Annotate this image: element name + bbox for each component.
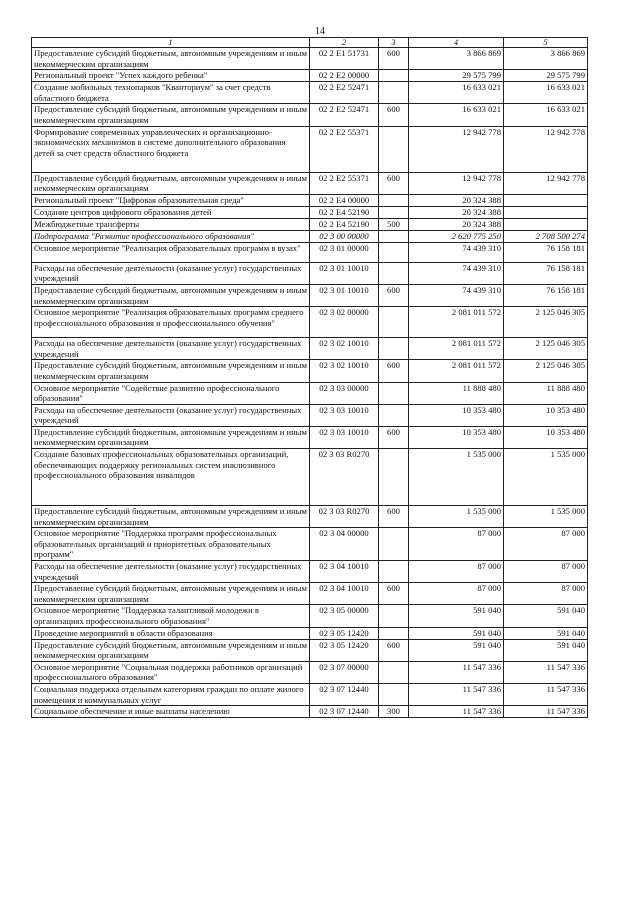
table-row xyxy=(32,506,588,528)
row-amount-year2-cell: 76 158 181 xyxy=(504,262,588,284)
row-name-cell: Основное мероприятие "Поддержка талантливой молодежи в организациях профессионального образования" xyxy=(32,605,310,627)
row-expense-type-cell: 600 xyxy=(379,172,409,194)
row-expense-type-cell: 600 xyxy=(379,639,409,661)
row-code-cell: 02 3 01 10010 xyxy=(310,262,379,284)
table-row xyxy=(32,639,588,661)
row-amount-year1-cell: 1 535 000 xyxy=(409,506,504,528)
table-row xyxy=(32,126,588,172)
row-amount-year1-cell: 591 040 xyxy=(409,627,504,639)
row-code-cell: 02 3 05 00000 xyxy=(310,605,379,627)
row-code-cell: 02 2 E2 52471 xyxy=(310,104,379,126)
row-amount-year2-cell: 11 547 336 xyxy=(504,661,588,683)
row-name-cell: Предоставление субсидий бюджетным, автономным учреждениям и иным некоммерческим организациям xyxy=(32,639,310,661)
row-name-cell: Предоставление субсидий бюджетным, автономным учреждениям и иным некоммерческим организациям xyxy=(32,172,310,194)
table-row xyxy=(32,218,588,230)
row-amount-year2-cell xyxy=(504,194,588,206)
row-expense-type-cell xyxy=(379,449,409,506)
row-name-cell: Региональный проект "Цифровая образовательная среда" xyxy=(32,194,310,206)
row-code-cell: 02 3 03 00000 xyxy=(310,382,379,404)
row-expense-type-cell xyxy=(379,307,409,338)
table-row xyxy=(32,307,588,338)
row-amount-year1-cell: 20 324 388 xyxy=(409,194,504,206)
row-name-cell: Проведение мероприятий в области образования xyxy=(32,627,310,639)
row-amount-year1-cell: 591 040 xyxy=(409,605,504,627)
table-row xyxy=(32,360,588,382)
row-expense-type-cell: 600 xyxy=(379,506,409,528)
table-row xyxy=(32,528,588,561)
row-amount-year2-cell: 76 158 181 xyxy=(504,284,588,306)
row-code-cell: 02 3 05 12420 xyxy=(310,639,379,661)
column-header: 5 xyxy=(504,38,588,48)
row-expense-type-cell xyxy=(379,70,409,82)
page-number: 14 xyxy=(315,26,325,37)
row-amount-year2-cell: 16 633 021 xyxy=(504,104,588,126)
row-expense-type-cell xyxy=(379,194,409,206)
row-code-cell: 02 3 07 12440 xyxy=(310,706,379,718)
table-row xyxy=(32,172,588,194)
row-name-cell: Региональный проект "Успех каждого ребенка" xyxy=(32,70,310,82)
table-row xyxy=(32,262,588,284)
row-name-cell: Социальное обеспечение и иные выплаты населению xyxy=(32,706,310,718)
row-amount-year1-cell: 11 888 480 xyxy=(409,382,504,404)
row-amount-year1-cell: 1 535 000 xyxy=(409,449,504,506)
row-amount-year2-cell: 10 353 480 xyxy=(504,426,588,448)
row-amount-year2-cell: 87 000 xyxy=(504,561,588,583)
row-name-cell: Предоставление субсидий бюджетным, автономным учреждениям и иным некоммерческим организациям xyxy=(32,104,310,126)
row-expense-type-cell xyxy=(379,528,409,561)
row-amount-year2-cell xyxy=(504,218,588,230)
row-amount-year2-cell: 591 040 xyxy=(504,627,588,639)
row-expense-type-cell xyxy=(379,627,409,639)
row-code-cell: 02 3 01 00000 xyxy=(310,242,379,262)
row-code-cell: 02 3 02 00000 xyxy=(310,307,379,338)
row-name-cell: Предоставление субсидий бюджетным, автономным учреждениям и иным некоммерческим организациям xyxy=(32,360,310,382)
row-amount-year1-cell: 10 353 480 xyxy=(409,426,504,448)
row-name-cell: Формирование современных управленческих и организационно-экономических механизмов в системе дополнительного образования детей за счет средств областного бюджета xyxy=(32,126,310,172)
row-name-cell: Предоставление субсидий бюджетным, автономным учреждениям и иным некоммерческим организациям xyxy=(32,426,310,448)
row-expense-type-cell xyxy=(379,262,409,284)
row-expense-type-cell xyxy=(379,605,409,627)
column-header: 3 xyxy=(379,38,409,48)
row-code-cell: 02 3 01 10010 xyxy=(310,284,379,306)
row-code-cell: 02 2 E4 52190 xyxy=(310,218,379,230)
row-amount-year1-cell: 87 000 xyxy=(409,561,504,583)
table-row xyxy=(32,104,588,126)
row-amount-year1-cell: 87 000 xyxy=(409,583,504,605)
row-amount-year1-cell: 74 439 310 xyxy=(409,242,504,262)
row-amount-year2-cell: 2 125 046 305 xyxy=(504,307,588,338)
row-amount-year1-cell: 2 081 011 572 xyxy=(409,338,504,360)
row-code-cell: 02 3 07 00000 xyxy=(310,661,379,683)
row-amount-year1-cell: 10 353 480 xyxy=(409,404,504,426)
row-name-cell: Расходы на обеспечение деятельности (оказание услуг) государственных учреждений xyxy=(32,262,310,284)
row-name-cell: Предоставление субсидий бюджетным, автономным учреждениям и иным некоммерческим организациям xyxy=(32,583,310,605)
column-number-row xyxy=(32,38,588,48)
row-name-cell: Расходы на обеспечение деятельности (оказание услуг) государственных учреждений xyxy=(32,404,310,426)
table-row xyxy=(32,583,588,605)
column-header: 2 xyxy=(310,38,379,48)
table-row xyxy=(32,338,588,360)
table-row xyxy=(32,230,588,242)
row-amount-year2-cell: 12 942 778 xyxy=(504,172,588,194)
row-name-cell: Расходы на обеспечение деятельности (оказание услуг) государственных учреждений xyxy=(32,561,310,583)
table-row xyxy=(32,382,588,404)
row-amount-year2-cell: 12 942 778 xyxy=(504,126,588,172)
table-row xyxy=(32,706,588,718)
row-amount-year2-cell: 1 535 000 xyxy=(504,449,588,506)
row-code-cell: 02 3 00 00000 xyxy=(310,230,379,242)
table-row xyxy=(32,48,588,70)
table-row xyxy=(32,70,588,82)
table-row xyxy=(32,284,588,306)
row-amount-year2-cell xyxy=(504,206,588,218)
table-body xyxy=(32,48,588,718)
row-expense-type-cell: 600 xyxy=(379,360,409,382)
table-row xyxy=(32,194,588,206)
row-expense-type-cell: 600 xyxy=(379,426,409,448)
row-amount-year1-cell: 74 439 310 xyxy=(409,262,504,284)
row-expense-type-cell xyxy=(379,82,409,104)
row-code-cell: 02 3 03 10010 xyxy=(310,404,379,426)
table-row xyxy=(32,683,588,705)
row-name-cell: Основное мероприятие "Поддержка программ профессиональных образовательных организаций и приоритетных образовательных программ" xyxy=(32,528,310,561)
row-name-cell: Основное мероприятие "Реализация образовательных программ в вузах" xyxy=(32,242,310,262)
row-amount-year2-cell: 2 125 046 305 xyxy=(504,360,588,382)
row-code-cell: 02 3 07 12440 xyxy=(310,683,379,705)
row-amount-year1-cell: 20 324 388 xyxy=(409,206,504,218)
row-expense-type-cell xyxy=(379,661,409,683)
row-amount-year1-cell: 11 547 336 xyxy=(409,661,504,683)
row-name-cell: Подпрограмма "Развитие профессионального образования" xyxy=(32,230,310,242)
row-amount-year2-cell: 3 866 869 xyxy=(504,48,588,70)
row-code-cell: 02 3 04 10010 xyxy=(310,583,379,605)
row-expense-type-cell: 600 xyxy=(379,48,409,70)
row-name-cell: Расходы на обеспечение деятельности (оказание услуг) государственных учреждений xyxy=(32,338,310,360)
row-code-cell: 02 3 03 10010 xyxy=(310,426,379,448)
row-expense-type-cell xyxy=(379,561,409,583)
row-name-cell: Социальная поддержка отдельным категориям граждан по оплате жилого помещения и коммунальных услуг xyxy=(32,683,310,705)
row-amount-year2-cell: 1 535 000 xyxy=(504,506,588,528)
row-amount-year2-cell: 11 547 336 xyxy=(504,706,588,718)
row-amount-year1-cell: 87 000 xyxy=(409,528,504,561)
table-row xyxy=(32,627,588,639)
row-name-cell: Создание базовых профессиональных образовательных организаций, обеспечивающих поддержку региональных систем инклюзивного профессионального образования инвалидов xyxy=(32,449,310,506)
row-code-cell: 02 3 04 00000 xyxy=(310,528,379,561)
row-expense-type-cell xyxy=(379,230,409,242)
row-amount-year1-cell: 2 081 011 572 xyxy=(409,307,504,338)
row-name-cell: Предоставление субсидий бюджетным, автономным учреждениям и иным некоммерческим организациям xyxy=(32,284,310,306)
row-amount-year1-cell: 16 633 021 xyxy=(409,82,504,104)
row-code-cell: 02 2 E1 51731 xyxy=(310,48,379,70)
row-amount-year2-cell: 87 000 xyxy=(504,583,588,605)
row-expense-type-cell: 600 xyxy=(379,284,409,306)
row-code-cell: 02 3 03 R0270 xyxy=(310,506,379,528)
row-amount-year2-cell: 16 633 021 xyxy=(504,82,588,104)
row-expense-type-cell: 600 xyxy=(379,104,409,126)
table-row xyxy=(32,661,588,683)
table-row xyxy=(32,449,588,506)
row-amount-year1-cell: 3 866 869 xyxy=(409,48,504,70)
row-amount-year2-cell: 76 158 181 xyxy=(504,242,588,262)
budget-table xyxy=(31,37,588,718)
row-name-cell: Основное мероприятие "Содействие развитию профессионального образования" xyxy=(32,382,310,404)
row-expense-type-cell: 500 xyxy=(379,218,409,230)
row-code-cell: 02 3 04 10010 xyxy=(310,561,379,583)
table-row xyxy=(32,605,588,627)
row-code-cell: 02 2 E2 52471 xyxy=(310,82,379,104)
table-row xyxy=(32,426,588,448)
row-expense-type-cell xyxy=(379,382,409,404)
column-header: 1 xyxy=(32,38,310,48)
row-name-cell: Межбюджетные трансферты xyxy=(32,218,310,230)
row-name-cell: Создание центров цифрового образования детей xyxy=(32,206,310,218)
row-name-cell: Предоставление субсидий бюджетным, автономным учреждениям и иным некоммерческим организациям xyxy=(32,48,310,70)
row-amount-year2-cell: 11 888 480 xyxy=(504,382,588,404)
row-amount-year1-cell: 12 942 778 xyxy=(409,172,504,194)
row-code-cell: 02 2 E2 55371 xyxy=(310,126,379,172)
column-header: 4 xyxy=(409,38,504,48)
row-amount-year1-cell: 11 547 336 xyxy=(409,706,504,718)
row-code-cell: 02 3 02 10010 xyxy=(310,360,379,382)
row-amount-year2-cell: 2 125 046 305 xyxy=(504,338,588,360)
row-expense-type-cell: 300 xyxy=(379,706,409,718)
row-amount-year1-cell: 2 620 775 250 xyxy=(409,230,504,242)
row-code-cell: 02 2 E2 55371 xyxy=(310,172,379,194)
row-name-cell: Основное мероприятие "Реализация образовательных программ среднего профессионального образования и профессионального обучения" xyxy=(32,307,310,338)
row-code-cell: 02 2 E4 00000 xyxy=(310,194,379,206)
row-expense-type-cell: 600 xyxy=(379,583,409,605)
row-code-cell: 02 2 E4 52190 xyxy=(310,206,379,218)
table-row xyxy=(32,404,588,426)
row-amount-year2-cell: 11 547 336 xyxy=(504,683,588,705)
row-code-cell: 02 3 03 R0270 xyxy=(310,449,379,506)
row-amount-year2-cell: 591 040 xyxy=(504,605,588,627)
row-amount-year2-cell: 2 708 500 274 xyxy=(504,230,588,242)
row-amount-year1-cell: 12 942 778 xyxy=(409,126,504,172)
row-amount-year1-cell: 591 040 xyxy=(409,639,504,661)
table-row xyxy=(32,561,588,583)
row-expense-type-cell xyxy=(379,338,409,360)
row-name-cell: Предоставление субсидий бюджетным, автономным учреждениям и иным некоммерческим организациям xyxy=(32,506,310,528)
row-name-cell: Основное мероприятие "Социальная поддержка работников организаций профессионального образования" xyxy=(32,661,310,683)
row-code-cell: 02 2 E2 00000 xyxy=(310,70,379,82)
row-amount-year2-cell: 29 575 799 xyxy=(504,70,588,82)
row-code-cell: 02 3 05 12420 xyxy=(310,627,379,639)
table-row xyxy=(32,242,588,262)
row-amount-year1-cell: 16 633 021 xyxy=(409,104,504,126)
table-row xyxy=(32,82,588,104)
row-expense-type-cell xyxy=(379,126,409,172)
row-amount-year1-cell: 11 547 336 xyxy=(409,683,504,705)
row-expense-type-cell xyxy=(379,206,409,218)
row-expense-type-cell xyxy=(379,242,409,262)
table-row xyxy=(32,206,588,218)
row-amount-year2-cell: 10 353 480 xyxy=(504,404,588,426)
row-amount-year1-cell: 2 081 011 572 xyxy=(409,360,504,382)
row-amount-year1-cell: 29 575 799 xyxy=(409,70,504,82)
row-amount-year2-cell: 87 000 xyxy=(504,528,588,561)
row-amount-year1-cell: 74 439 310 xyxy=(409,284,504,306)
row-name-cell: Создание мобильных технопарков "Кванториум" за счет средств областного бюджета xyxy=(32,82,310,104)
row-expense-type-cell xyxy=(379,404,409,426)
row-amount-year1-cell: 20 324 388 xyxy=(409,218,504,230)
row-code-cell: 02 3 02 10010 xyxy=(310,338,379,360)
row-expense-type-cell xyxy=(379,683,409,705)
row-amount-year2-cell: 591 040 xyxy=(504,639,588,661)
